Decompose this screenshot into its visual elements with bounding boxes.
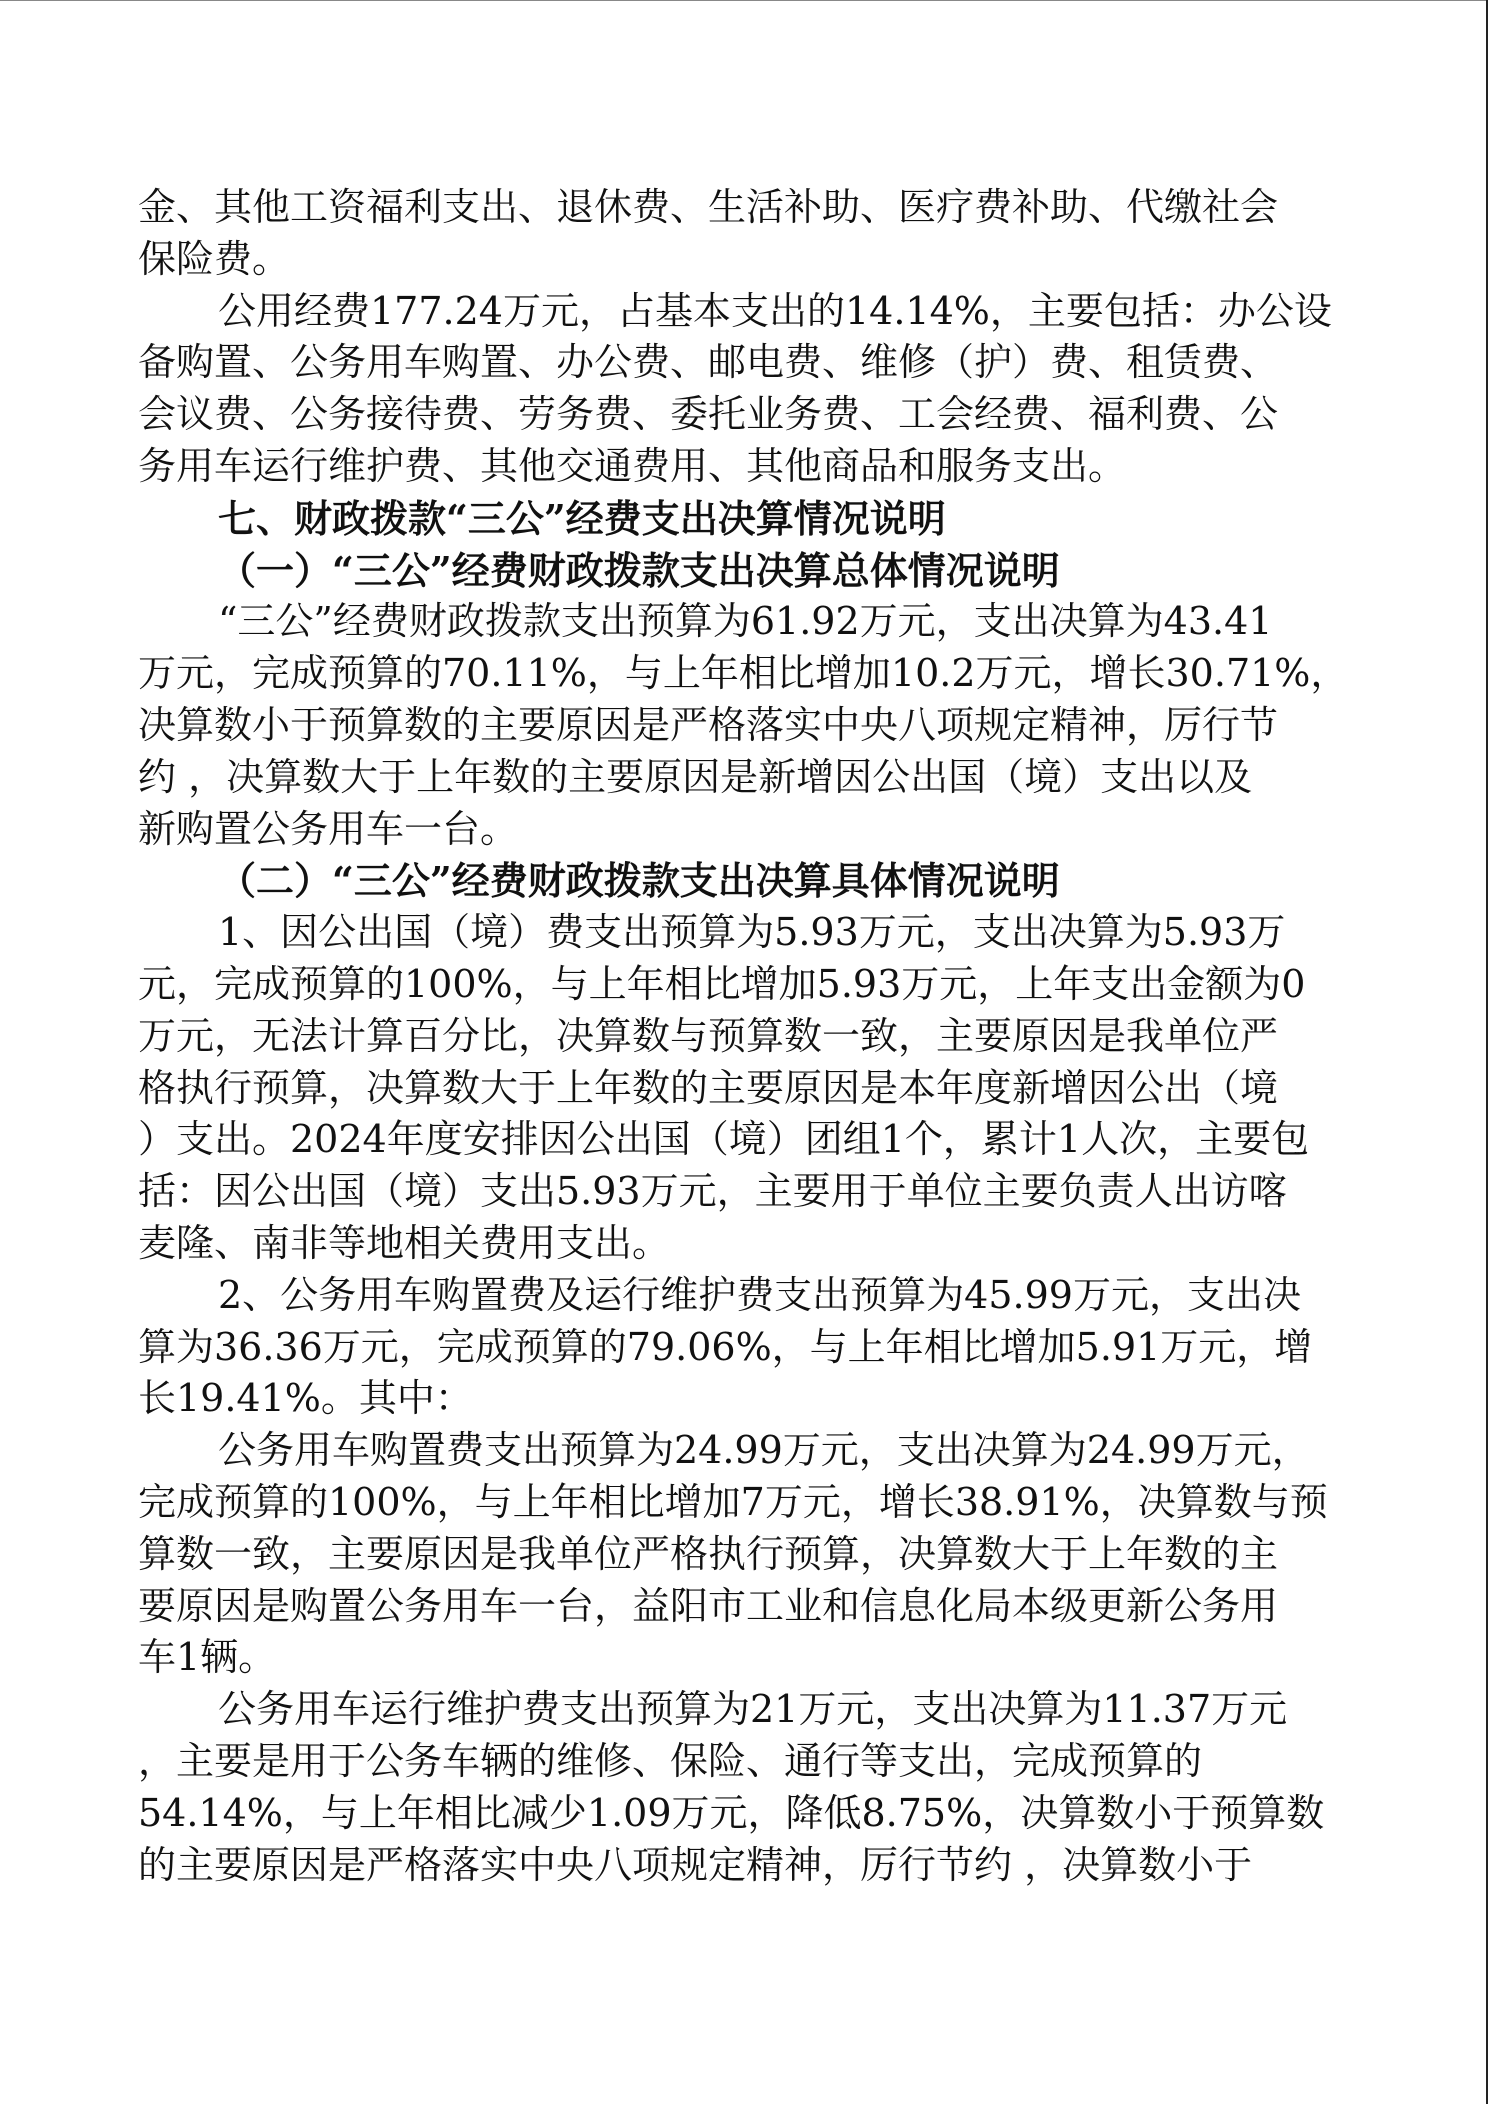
text-line: 要原因是购置公务用车一台，益阳市工业和信息化局本级更新公务用	[138, 1583, 1279, 1628]
text-line: 备购置、公务用车购置、办公费、邮电费、维修（护）费、租赁费、	[138, 340, 1279, 385]
text-line: ）支出。2024年度安排因公出国（境）团组1个，累计1人次，主要包	[138, 1117, 1310, 1162]
text-line: 会议费、公务接待费、劳务费、委托业务费、工会经费、福利费、公	[138, 392, 1279, 437]
text-line: 算数一致，主要原因是我单位严格执行预算，决算数大于上年数的主	[138, 1531, 1279, 1576]
text-line: 七、财政拨款“三公”经费支出决算情况说明	[218, 495, 946, 541]
text-line: （一）“三公”经费财政拨款支出决算总体情况说明	[218, 547, 1060, 593]
text-line: 格执行预算，决算数大于上年数的主要原因是本年度新增因公出（境	[138, 1065, 1279, 1110]
text-line: 元，完成预算的100%，与上年相比增加5.93万元，上年支出金额为0	[138, 961, 1306, 1006]
text-line: 长19.41%。其中：	[138, 1376, 473, 1421]
paragraph	[138, 907, 1338, 1270]
section-heading	[138, 493, 1338, 545]
page-top-edge	[0, 0, 1488, 1]
text-line: 1、因公出国（境）费支出预算为5.93万元，支出决算为5.93万	[218, 910, 1286, 955]
text-line: 完成预算的100%，与上年相比增加7万元，增长38.91%，决算数与预	[138, 1479, 1328, 1524]
text-line: 2、公务用车购置费及运行维护费支出预算为45.99万元，支出决	[218, 1272, 1301, 1317]
paragraph	[138, 182, 1338, 286]
text-line: 的主要原因是严格落实中央八项规定精神，厉行节约 ，决算数小于	[138, 1842, 1253, 1887]
text-line: 公务用车购置费支出预算为24.99万元，支出决算为24.99万元，	[218, 1428, 1310, 1473]
text-line: 括：因公出国（境）支出5.93万元，主要用于单位主要负责人出访喀	[138, 1169, 1287, 1214]
text-line: “三公”经费财政拨款支出预算为61.92万元，支出决算为43.41	[218, 599, 1273, 644]
text-line: 务用车运行维护费、其他交通费用、其他商品和服务支出。	[138, 443, 1127, 488]
text-line: 万元，完成预算的70.11%，与上年相比增加10.2万元，增长30.71%，	[138, 651, 1349, 696]
paragraph	[138, 286, 1338, 493]
document-page	[138, 182, 1349, 1891]
section-heading	[138, 545, 1338, 597]
paragraph	[138, 1270, 1338, 1425]
text-line: 车1辆。	[138, 1635, 277, 1680]
text-line: 金、其他工资福利支出、退休费、生活补助、医疗费补助、代缴社会	[138, 185, 1279, 229]
text-line: 万元，无法计算百分比，决算数与预算数一致，主要原因是我单位严	[138, 1013, 1279, 1058]
text-line: ，主要是用于公务车辆的维修、保险、通行等支出，完成预算的	[138, 1738, 1203, 1783]
paragraph	[138, 1684, 1338, 1891]
paragraph	[138, 596, 1349, 855]
text-line: （二）“三公”经费财政拨款支出决算具体情况说明	[218, 858, 1060, 904]
text-line: 公务用车运行维护费支出预算为21万元，支出决算为11.37万元	[218, 1687, 1288, 1732]
text-line: 算为36.36万元，完成预算的79.06%，与上年相比增加5.91万元，增	[138, 1324, 1313, 1369]
section-heading	[138, 855, 1338, 907]
text-line: 新购置公务用车一台。	[138, 806, 519, 851]
text-line: 54.14%，与上年相比减少1.09万元，降低8.75%，决算数小于预算数	[138, 1790, 1325, 1835]
text-line: 麦隆、南非等地相关费用支出。	[138, 1220, 671, 1265]
text-line: 决算数小于预算数的主要原因是严格落实中央八项规定精神，厉行节	[138, 702, 1279, 747]
text-line: 保险费。	[138, 236, 291, 281]
paragraph	[138, 1425, 1338, 1684]
text-line: 约 ，决算数大于上年数的主要原因是新增因公出国（境）支出以及	[138, 754, 1253, 799]
text-line: 公用经费177.24万元，占基本支出的14.14%，主要包括：办公设	[218, 288, 1332, 333]
